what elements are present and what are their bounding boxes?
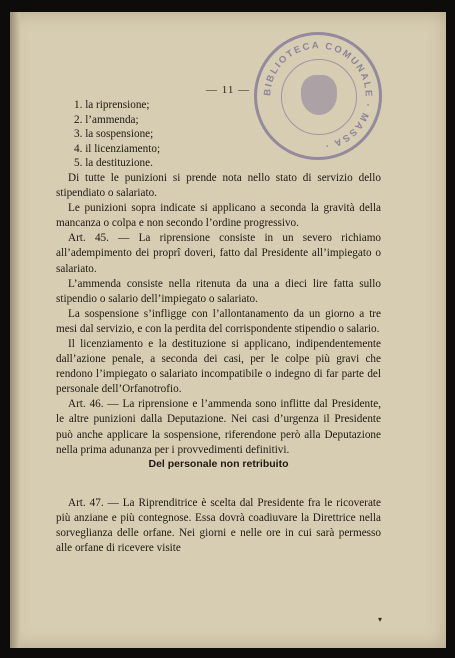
paragraph: Le punizioni sopra indicate si applicano a seconda la gravità della mancanza o colpa e non secondo l’ordine progressivo. [56,202,381,230]
paragraph: Il licenziamento e la destituzione si applicano, indipendentemente dall’azione penale, a seconda dei casi, per le colpe più gravi che rendono l’impiegato o salariato incompatibile o indegno di far parte del personale dell’Orfanotrofio. [56,338,381,396]
list-item: 3. la sospensione; [74,128,154,141]
page-spine [10,12,20,648]
page-mark: ▾ [378,615,383,624]
list-item: 4. il licenziamento; [74,142,161,155]
section-heading: Del personale non retribuito [148,458,289,470]
document-page [10,12,446,648]
list-item: 5. la destituzione. [74,157,153,170]
punishment-list [74,98,381,171]
paragraph: La sospensione s’infligge con l’allontanamento da un giorno a tre mesi dal servizio, e con la perdita del corrispondente stipendio o salario. [56,307,381,335]
paragraph: L’ammenda consiste nella ritenuta da una a dieci lire fatta sullo stipendio o salario dell’impiegato o salariato. [56,277,381,305]
svg-text:BIBLIOTECA COMUNALE · MASSA ·: BIBLIOTECA COMUNALE · MASSA · [262,40,374,152]
paragraph: Art. 45. — La riprensione consiste in un severo richiamo all’adempimento dei proprî doveri, fatto dal Presidente all’impiegato o salariato. [56,232,381,275]
final-paragraph-block [56,496,381,556]
body-text [56,98,381,458]
list-item: 1. la riprensione; [74,99,150,111]
paragraph: Art. 47. — La Riprenditrice è scelta dal Presidente fra le ricoverate più anziane e più contegnose. Essa dovrà coadiuvare la Direttrice nella sorveglianza delle orfane. Nei giorni e nelle ore in cui sarà permesso alle orfane di ricevere visite [56,497,381,555]
paragraph: Di tutte le punizioni si prende nota nello stato di servizio dello stipendiato o salariato. [56,171,381,200]
list-item: 2. l’ammenda; [74,113,139,126]
paragraph: Art. 46. — La riprensione e l’ammenda sono inflitte dal Presidente, le altre punizioni dalla Deputazione. Nei casi d’urgenza il Presidente può anche applicare la sospensione, riferendone però alla Deputazione nella prima adunanza per i provvedimenti definitivi. [56,398,381,456]
page-number: — 11 — [206,84,251,96]
